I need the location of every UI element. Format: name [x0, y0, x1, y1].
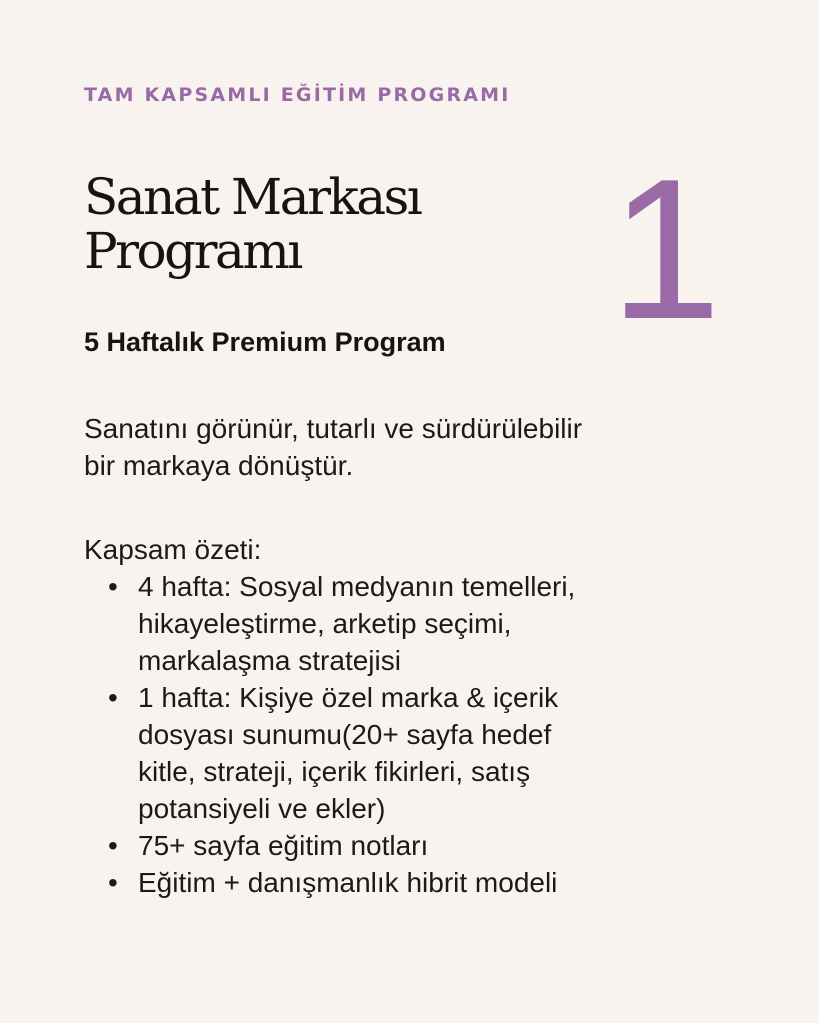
scope-item-line: 4 hafta: Sosyal medyanın temelleri,: [138, 571, 576, 602]
program-title-line-1: Sanat Markası: [84, 168, 421, 226]
description-line-1: Sanatını görünür, tutarlı ve sürdürülebilir: [84, 413, 583, 444]
program-title-line-2: Programı: [84, 222, 301, 280]
scope-item-line: potansiyeli ve ekler): [138, 793, 386, 824]
program-eyebrow: TAM KAPSAMLI EĞİTİM PROGRAMI: [84, 84, 511, 106]
scope-item: [108, 568, 748, 679]
scope-item-line: 75+ sayfa eğitim notları: [138, 830, 429, 861]
scope-item: [108, 679, 748, 827]
bullet-icon: •: [108, 571, 118, 602]
program-number: 1: [610, 138, 716, 361]
program-title: [84, 170, 420, 278]
description-line-2: bir markaya dönüştür.: [84, 450, 354, 481]
program-subtitle: 5 Haftalık Premium Program: [84, 327, 446, 357]
scope-list: [108, 568, 748, 901]
bullet-icon: •: [108, 867, 118, 898]
bullet-icon: •: [108, 830, 118, 861]
scope-item-line: kitle, strateji, içerik fikirleri, satış: [138, 756, 531, 787]
scope-item-line: hikayeleştirme, arketip seçimi,: [138, 608, 512, 639]
scope-item-line: Eğitim + danışmanlık hibrit modeli: [138, 867, 558, 898]
scope-item: [108, 864, 748, 901]
scope-item-line: markalaşma stratejisi: [138, 645, 401, 676]
program-description: [84, 410, 724, 484]
bullet-icon: •: [108, 682, 118, 713]
scope-item: [108, 827, 748, 864]
scope-item-line: 1 hafta: Kişiye özel marka & içerik: [138, 682, 559, 713]
scope-label: Kapsam özeti:: [84, 534, 262, 565]
scope-item-line: dosyası sunumu(20+ sayfa hedef: [138, 719, 552, 750]
